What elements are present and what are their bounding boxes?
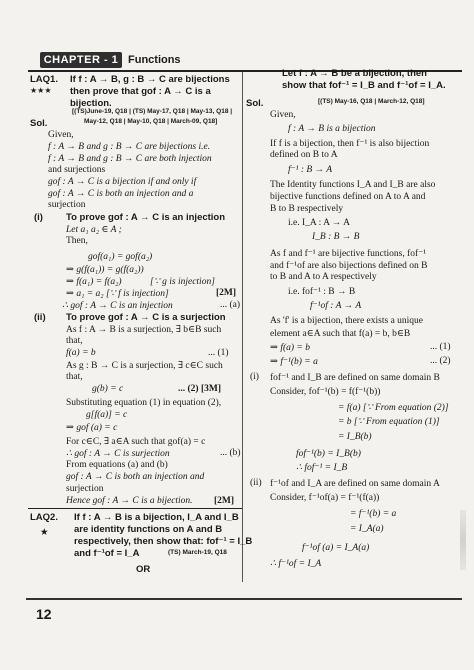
ii-line-5: that, xyxy=(66,372,83,382)
right-q1: Let f : A → B be a bijection, then xyxy=(282,68,427,79)
left-line-5: gof : A → C is both an injection and a xyxy=(48,189,194,199)
i-line-0: Let a₁ a₂ ∈ A ; xyxy=(66,225,122,235)
chapter-title: Functions xyxy=(128,54,181,66)
ii-line-14: From equations (a) and (b) xyxy=(66,460,168,470)
ii-eq-2: ... (2) [3M] xyxy=(178,384,221,394)
part-ii-title: To prove gof : A → C is a surjection xyxy=(66,312,226,323)
r-part-ii-label: (ii) xyxy=(250,478,262,488)
r-ii-0: f⁻¹of and I_A are defined on same domain A xyxy=(270,479,440,489)
i-marks: [2M] xyxy=(216,288,237,298)
laq2-tag: LAQ2. xyxy=(30,512,58,523)
i-eq-a: ... (a) xyxy=(220,300,241,310)
scan-shadow xyxy=(460,510,466,570)
ii-line-1: that, xyxy=(66,336,83,346)
laq2-q3: respectively, then show that: fof⁻¹ = I_B xyxy=(74,536,253,547)
ii-line-4: As g : B → C is a surjection, ∃ c∈C such xyxy=(66,361,223,371)
ii-line-17: Hence gof : A → C is a bijection. xyxy=(66,496,193,506)
r-line-15: As 'f' is a bijection, there exists a unique xyxy=(270,316,424,326)
given-left: Given, xyxy=(48,130,74,140)
r-i-1: Consider, fof⁻¹(b) = f(f⁻¹(b)) xyxy=(270,387,381,397)
r-line-14: f⁻¹of : A → A xyxy=(310,301,362,311)
given-right: Given, xyxy=(270,110,296,120)
ii-line-0: As f : A → B is a surjection, ∃ b∈B such xyxy=(66,325,222,335)
r-part-i-label: (i) xyxy=(250,372,259,382)
r-line-5: The Identity functions I_A and I_B are also xyxy=(270,180,436,190)
r-line-9: I_B : B → B xyxy=(312,232,360,242)
r-i-3: = b [∵ From equation (1)] xyxy=(338,417,440,427)
r-line-8: i.e. I_A : A → A xyxy=(288,218,351,228)
i-line-6: ⇒ a₁ = a₂ [∵ f is injection] xyxy=(66,289,169,299)
sol-label-left: Sol. xyxy=(30,118,48,129)
r-ii-4: f⁻¹of (a) = I_A(a) xyxy=(302,543,370,553)
left-line-4: gof : A → C is a bijection if and only if xyxy=(48,177,197,187)
column-divider xyxy=(242,72,243,582)
laq1-q1: If f : A → B, g : B → C are bijections xyxy=(70,74,230,85)
laq2-or: OR xyxy=(136,564,151,575)
laq1-q3: bijection. xyxy=(70,98,112,109)
r-line-12: to B and A to A respectively xyxy=(270,272,377,282)
r-ii-3: = I_A(a) xyxy=(350,524,384,534)
r-line-1: f : A → B is a bijection xyxy=(288,124,376,134)
right-q2: show that fof⁻¹ = I_B and f⁻¹of = I_A. xyxy=(282,80,446,91)
right-ref: [(TS) May-16, Q18 | March-12, Q18] xyxy=(318,98,425,105)
part-i-title: To prove gof : A → C is an injection xyxy=(66,212,226,223)
left-line-2: f : A → B and g : B → C are both injection xyxy=(48,154,212,164)
r-i-4: = I_B(b) xyxy=(338,432,372,442)
r-line-19: ⇒ f⁻¹(b) = a xyxy=(270,357,318,367)
ii-line-10: ⇒ gof (a) = c xyxy=(66,423,118,433)
r-line-10: As f and f⁻¹ are bijective functions, fof⁻¹ xyxy=(270,249,427,259)
r-line-2: If f is a bijection, then f⁻¹ is also bijection xyxy=(270,139,430,149)
i-line-1: Then, xyxy=(66,236,88,246)
r-i-2: = f(a) [∵ From equation (2)] xyxy=(338,403,449,413)
laq2-star: ★ xyxy=(40,527,49,538)
laq2-rule xyxy=(28,508,242,509)
r-line-6: bijective functions defined on A to A and xyxy=(270,192,426,202)
r-line-7: B to B respectively xyxy=(270,204,344,214)
part-i-label: (i) xyxy=(34,212,43,223)
ii-eq-1: ... (1) xyxy=(208,348,229,358)
r-ii-2: = f⁻¹(b) = a xyxy=(350,509,397,519)
laq1-q2: then prove that gof : A → C is a xyxy=(70,86,211,97)
laq2-q2: are identity functions on A and B xyxy=(74,524,223,535)
r-line-16: element a∈A such that f(a) = b, b∈B xyxy=(270,329,411,339)
r-i-6: ∴ fof⁻¹ = I_B xyxy=(296,463,348,473)
laq2-ref: (TS) March-19, Q18 xyxy=(168,549,227,556)
r-eq-2: ... (2) xyxy=(430,356,451,366)
i-line-8: ∴ gof : A → C is an injection xyxy=(62,301,173,311)
chapter-badge: CHAPTER - 1 xyxy=(40,52,122,68)
page-number: 12 xyxy=(36,606,52,622)
ii-line-9: g[f(a)] = c xyxy=(86,410,128,420)
r-eq-1: ... (1) xyxy=(430,342,451,352)
part-ii-label: (ii) xyxy=(34,312,46,323)
laq1-tag: LAQ1. xyxy=(30,74,58,85)
laq1-ref2: May-12, Q18 | May-10, Q18 | March-09, Q18] xyxy=(84,118,218,125)
laq1-ref1: [(TS)June-19, Q18 | (TS) May-17, Q18 | May-13, Q18 | xyxy=(72,108,233,115)
sol-label-right: Sol. xyxy=(246,98,264,109)
r-ii-1: Consider, f⁻¹of(a) = f⁻¹(f(a)) xyxy=(270,493,380,503)
laq2-q4: and f⁻¹of = I_A xyxy=(74,548,140,559)
ii-eq-b: ... (b) xyxy=(220,448,241,458)
r-line-17: ⇒ f(a) = b xyxy=(270,343,310,353)
r-line-11: and f⁻¹of are also bijections defined on B xyxy=(270,261,428,271)
ii-line-12: ∴ gof : A → C is surjection xyxy=(66,449,170,459)
ii-line-8: Substituting equation (1) in equation (2), xyxy=(66,398,222,408)
i-line-2: gof(a₁) = gof(a₂) xyxy=(88,252,153,262)
i-line-4: ⇒ f(a₁) = f(a₂) xyxy=(66,277,122,287)
footer-rule xyxy=(26,598,462,600)
left-line-6: surjection xyxy=(48,200,86,210)
i-line-5: [∵ g is injection] xyxy=(150,277,215,287)
r-i-0: fof⁻¹ and I_B are defined on same domain B xyxy=(270,373,440,383)
i-line-3: ⇒ g(f(a₁)) = g(f(a₂)) xyxy=(66,265,144,275)
ii-line-2: f(a) = b xyxy=(66,348,96,358)
r-line-4: f⁻¹ : B → A xyxy=(288,165,333,175)
laq1-stars: ★★★ xyxy=(30,86,52,95)
r-line-13: i.e. fof⁻¹ : B → B xyxy=(288,287,356,297)
left-line-1: f : A → B and g : B → C are bijections i.e. xyxy=(48,142,211,152)
ii-line-11: For c∈C, ∃ a∈A such that gof(a) = c xyxy=(66,437,206,447)
ii-line-15: gof : A → C is both an injection and xyxy=(66,472,205,482)
r-ii-5: ∴ f⁻¹of = I_A xyxy=(270,559,322,569)
ii-marks: [2M] xyxy=(214,496,235,506)
left-line-3: and surjections xyxy=(48,165,106,175)
r-i-5: fof⁻¹(b) = I_B(b) xyxy=(296,449,361,459)
ii-line-6: g(b) = c xyxy=(92,384,124,394)
r-line-3: defined on B to A xyxy=(270,150,338,160)
laq2-q1: If f : A → B is a bijection, I_A and I_B xyxy=(74,512,239,523)
ii-line-16: surjection xyxy=(66,484,104,494)
